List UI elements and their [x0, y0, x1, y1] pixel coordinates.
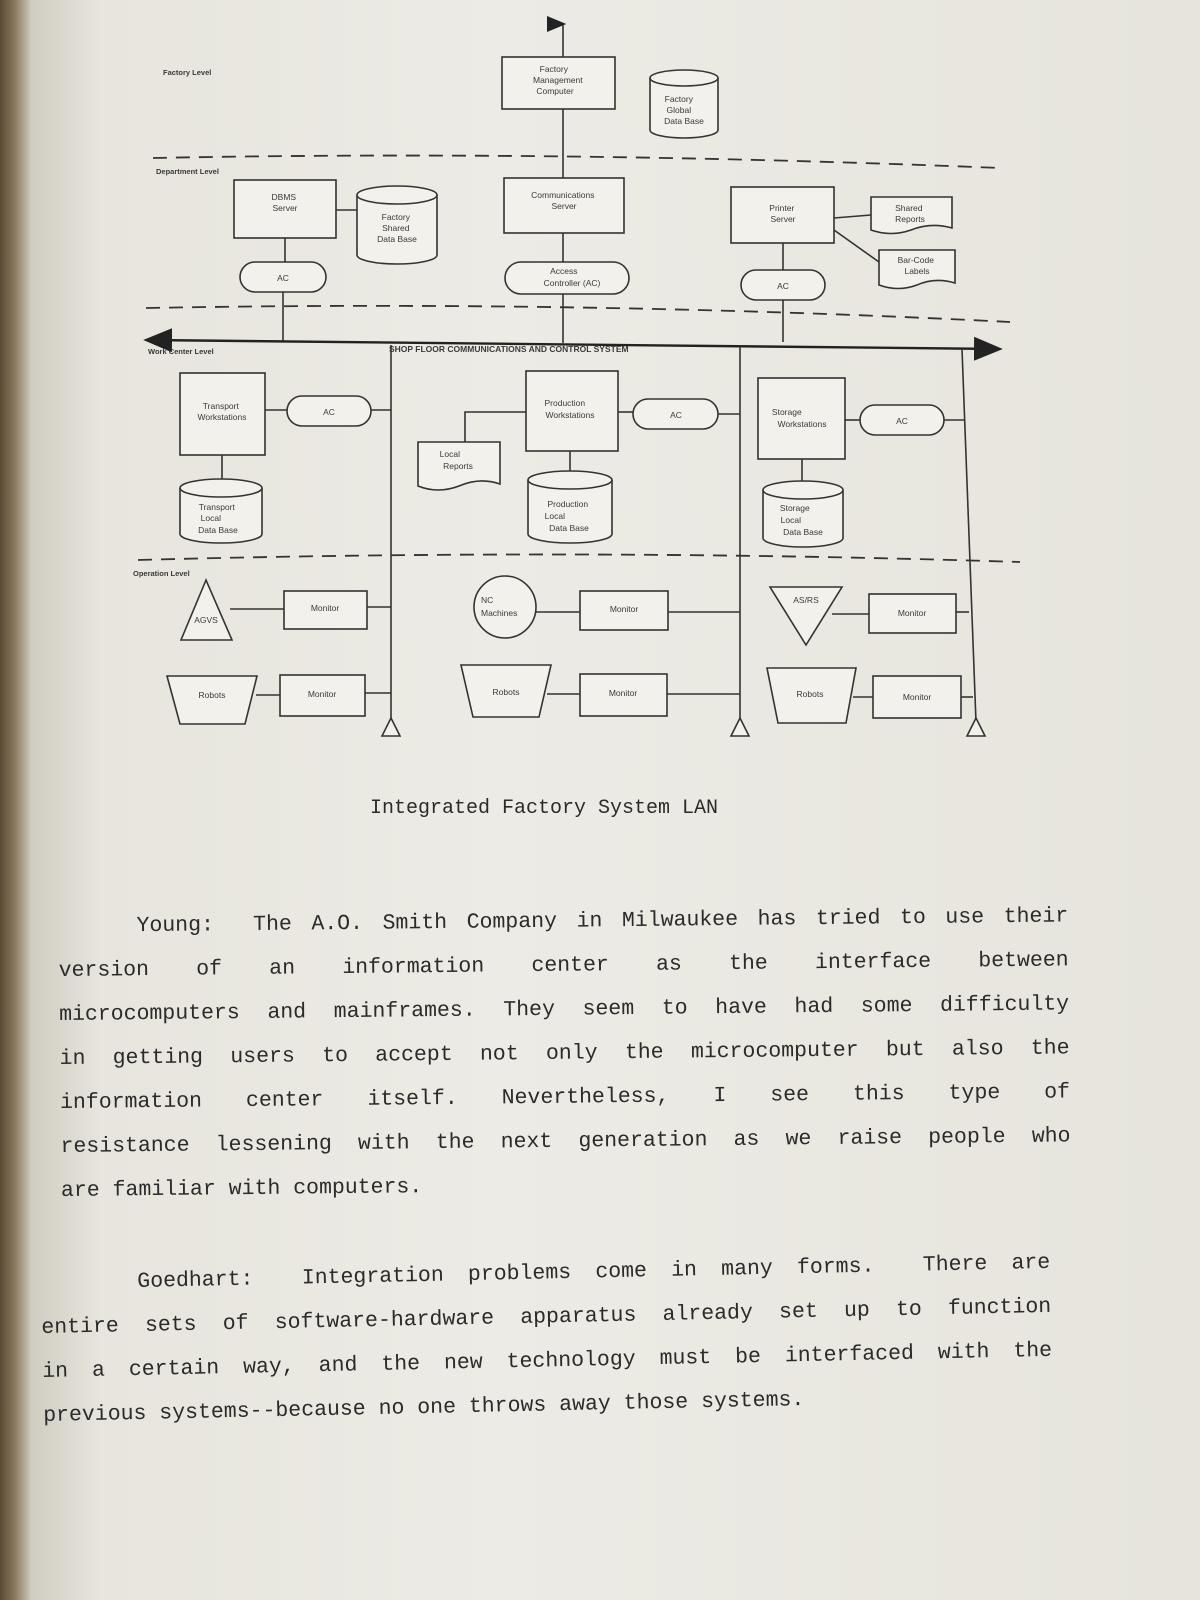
storage-local-database-cylinder — [763, 481, 843, 547]
nc-machines-label: NC Machines — [481, 595, 518, 618]
paragraph-line: previous systems--because no one throws away those systems. — [42, 1388, 805, 1428]
communications-server-label: Communications Server — [531, 190, 595, 211]
figure-caption: Integrated Factory System LAN — [370, 797, 719, 820]
robots-1-trapezoid — [167, 676, 257, 724]
access-controller-label: Access Controller (AC) — [543, 266, 601, 288]
agvs-triangle — [181, 580, 232, 640]
ac-production-label: AC — [670, 410, 682, 420]
transport-local-database-label: Transport Local Data Base — [198, 502, 238, 535]
terminator-1 — [382, 718, 400, 736]
level-label-work-center: Work Center Level — [148, 347, 214, 356]
integrated-factory-lan-diagram — [0, 0, 1200, 760]
robots-2-label: Robots — [492, 687, 520, 697]
monitor-agvs-label: Monitor — [310, 603, 340, 613]
level-label-operation: Operation Level — [133, 569, 190, 578]
paragraph-goedhart — [40, 1241, 1053, 1438]
terminator-3 — [967, 718, 985, 736]
storage-local-database-label: Storage Local Data Base — [779, 503, 823, 537]
paragraph-line: Goedhart: Integration problems come in many forms. There are — [40, 1250, 1051, 1296]
transport-workstations-label: Transport Workstations — [197, 401, 247, 422]
terminator-2 — [731, 718, 749, 736]
department-workcenter-divider — [146, 306, 1010, 322]
paragraph-line: information center itself. Nevertheless, I see this type of — [59, 1080, 1071, 1115]
robots-3-label: Robots — [796, 689, 824, 699]
storage-workstations-label: Storage Workstations — [771, 407, 827, 429]
paragraph-young — [58, 894, 1071, 1213]
dbms-server-label: DBMS Server — [271, 192, 298, 213]
ac-dbms-label: AC — [277, 273, 289, 283]
local-reports-label: Local Reports — [439, 449, 473, 471]
monitor-robots-2-label: Monitor — [608, 688, 638, 698]
printer-server-label: Printer Server — [769, 203, 796, 224]
factory-global-database-label: Factory Global Data Base — [664, 94, 704, 126]
level-label-department: Department Level — [156, 167, 219, 176]
production-workstations-label: Production Workstations — [544, 398, 595, 420]
workcenter-operation-divider — [138, 554, 1020, 562]
robots-1-label: Robots — [198, 690, 226, 700]
agvs-label: AGVS — [194, 615, 218, 625]
ac-storage-label: AC — [896, 416, 908, 426]
factory-global-database-cylinder — [650, 70, 718, 138]
bar-code-labels-label: Bar-Code Labels — [897, 255, 935, 276]
paragraph-line: entire sets of software-hardware apparatus already set up to function — [41, 1294, 1052, 1340]
paragraph-line: in getting users to accept not only the microcomputer but also the — [59, 1036, 1070, 1071]
paragraph-line: microcomputers and mainframes. They seem to have had some difficulty — [59, 992, 1070, 1027]
factory-management-computer-label: Factory Management Computer — [533, 64, 583, 96]
level-label-factory: Factory Level — [163, 68, 212, 77]
shop-floor-bus-label: SHOP FLOOR COMMUNICATIONS AND CONTROL SYSTEM — [389, 344, 629, 354]
paragraph-line: version of an information center as the interface between — [58, 948, 1069, 983]
paragraph-line: in a certain way, and the new technology must be interfaced with the — [42, 1338, 1053, 1384]
monitor-robots-3-label: Monitor — [902, 692, 932, 702]
paragraph-line: are familiar with computers. — [60, 1175, 423, 1203]
paragraph-line: resistance lessening with the next generation as we raise people who — [60, 1124, 1071, 1159]
monitor-robots-1-label: Monitor — [307, 689, 337, 699]
ac-transport-label: AC — [323, 407, 335, 417]
monitor-asrs-label: Monitor — [897, 608, 927, 618]
factory-shared-database-label: Factory Shared Data Base — [377, 212, 417, 244]
monitor-nc-machines-label: Monitor — [609, 604, 639, 614]
paragraph-line: Young: The A.O. Smith Company in Milwaukee has tried to use their — [58, 904, 1069, 939]
shared-reports-label: Shared Reports — [895, 203, 925, 224]
asrs-label: AS/RS — [793, 595, 819, 605]
nc-machines-circle — [474, 576, 536, 638]
ac-printer-label: AC — [777, 281, 789, 291]
factory-department-divider — [153, 156, 1000, 168]
production-local-database-label: Production Local Data Base — [544, 499, 589, 533]
